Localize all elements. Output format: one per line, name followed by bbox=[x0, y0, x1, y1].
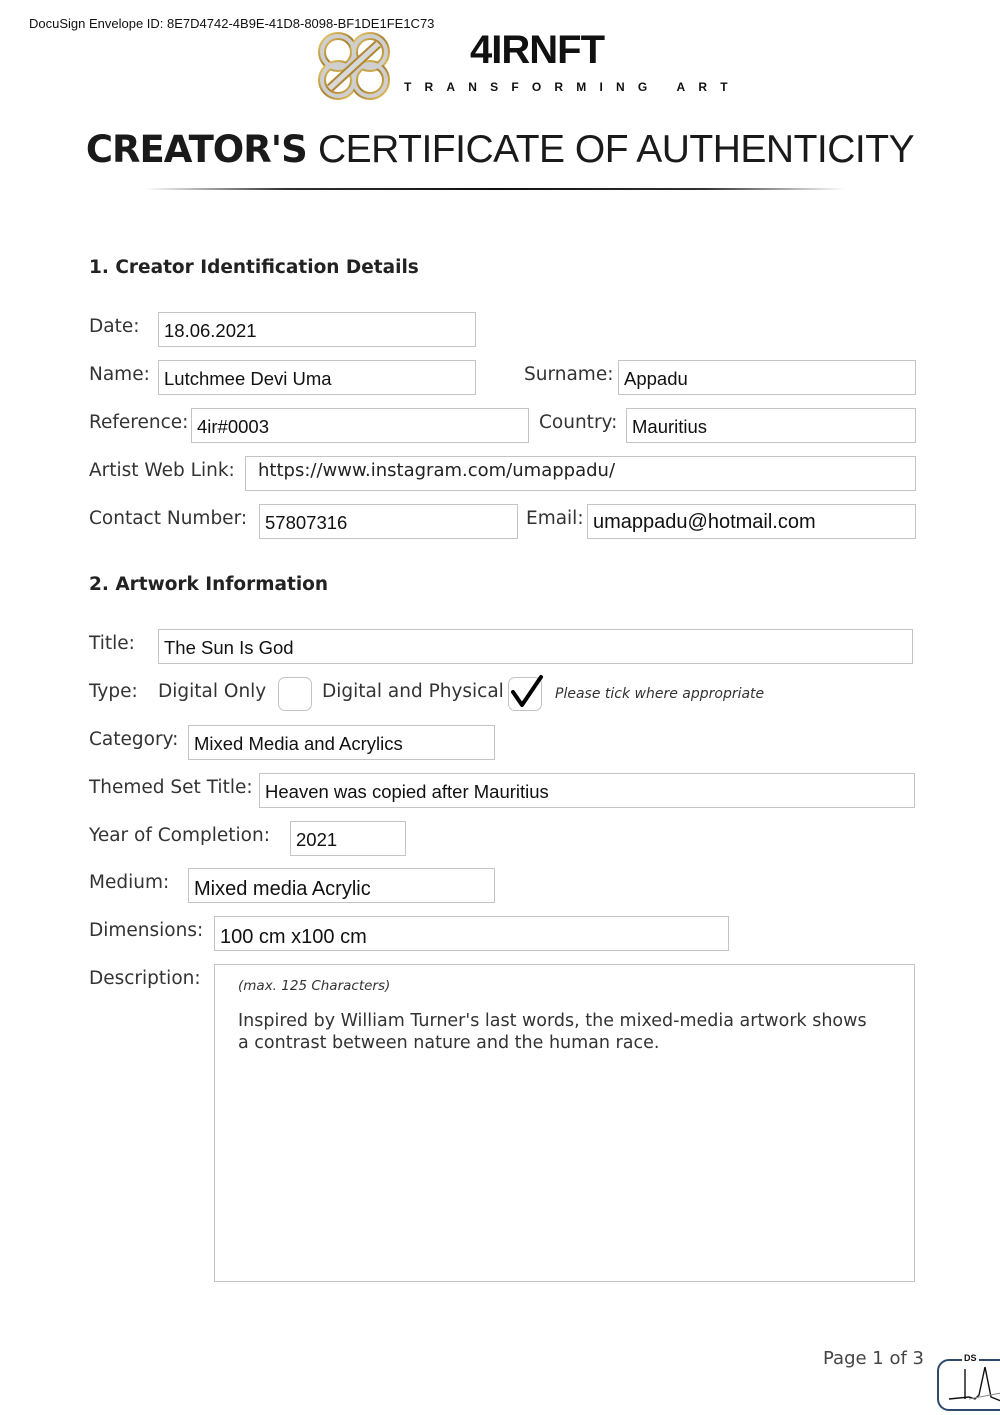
surname-field[interactable]: Appadu bbox=[618, 360, 916, 395]
contact-number-label: Contact Number: bbox=[89, 508, 248, 529]
type-hint: Please tick where appropriate bbox=[555, 686, 765, 702]
description-hint: (max. 125 Characters) bbox=[238, 978, 391, 994]
category-field[interactable]: Mixed Media and Acrylics bbox=[188, 725, 495, 760]
web-link-label: Artist Web Link: bbox=[89, 460, 235, 481]
name-label: Name: bbox=[89, 364, 150, 385]
reference-label: Reference: bbox=[89, 412, 189, 433]
year-field[interactable]: 2021 bbox=[290, 821, 406, 856]
type-label: Type: bbox=[89, 681, 138, 702]
themed-set-label: Themed Set Title: bbox=[89, 777, 253, 798]
reference-field[interactable]: 4ir#0003 bbox=[191, 408, 529, 443]
description-text: Inspired by William Turner's last words, the mixed-media artwork shows a contrast between nature and the human race. bbox=[238, 1011, 867, 1053]
title-divider bbox=[145, 188, 845, 190]
themed-set-field[interactable]: Heaven was copied after Mauritius bbox=[259, 773, 915, 808]
section-heading-creator: 1. Creator Identification Details bbox=[89, 257, 419, 278]
description-label: Description: bbox=[89, 968, 201, 989]
brand-tagline: TRANSFORMING ART bbox=[404, 80, 741, 94]
country-field[interactable]: Mauritius bbox=[626, 408, 916, 443]
name-field[interactable]: Lutchmee Devi Uma bbox=[158, 360, 476, 395]
digital-only-checkbox[interactable] bbox=[278, 677, 312, 711]
web-link-field[interactable]: https://www.instagram.com/umappadu/ bbox=[245, 456, 916, 491]
category-label: Category: bbox=[89, 729, 179, 750]
dimensions-field[interactable]: 100 cm x100 cm bbox=[214, 916, 729, 951]
artwork-title-field[interactable]: The Sun Is God bbox=[158, 629, 913, 664]
medium-field[interactable]: Mixed media Acrylic bbox=[188, 868, 495, 903]
docusign-envelope-id: DocuSign Envelope ID: 8E7D4742-4B9E-41D8-8098-BF1DE1FE1C73 bbox=[29, 16, 435, 31]
infinity-knot-logo-icon bbox=[316, 30, 392, 102]
page-title-rest: CERTIFICATE OF AUTHENTICITY bbox=[318, 128, 915, 171]
date-field[interactable]: 18.06.2021 bbox=[158, 312, 476, 347]
page-title bbox=[0, 128, 1000, 172]
email-label: Email: bbox=[526, 508, 584, 529]
brand-name: 4IRNFT bbox=[470, 28, 604, 72]
section-heading-artwork: 2. Artwork Information bbox=[89, 574, 329, 595]
email-field[interactable]: umappadu@hotmail.com bbox=[587, 504, 916, 539]
page-number: Page 1 of 3 bbox=[823, 1348, 924, 1369]
contact-number-field[interactable]: 57807316 bbox=[259, 504, 518, 539]
country-label: Country: bbox=[539, 412, 618, 433]
checkmark-icon bbox=[507, 672, 547, 712]
year-label: Year of Completion: bbox=[89, 825, 270, 846]
dimensions-label: Dimensions: bbox=[89, 920, 204, 941]
type-option-digital-only-label: Digital Only bbox=[158, 681, 267, 702]
page-title-bold: CREATOR'S bbox=[85, 128, 307, 171]
date-label: Date: bbox=[89, 316, 140, 337]
signature-initials-icon bbox=[939, 1361, 1000, 1411]
digital-physical-checkbox[interactable] bbox=[508, 677, 542, 711]
type-option-digital-physical-label: Digital and Physical bbox=[322, 681, 504, 702]
docusign-initials-box[interactable] bbox=[937, 1359, 1000, 1411]
ds-label: DS bbox=[964, 1353, 977, 1363]
surname-label: Surname: bbox=[524, 364, 614, 385]
title-label: Title: bbox=[89, 633, 135, 654]
medium-label: Medium: bbox=[89, 872, 170, 893]
